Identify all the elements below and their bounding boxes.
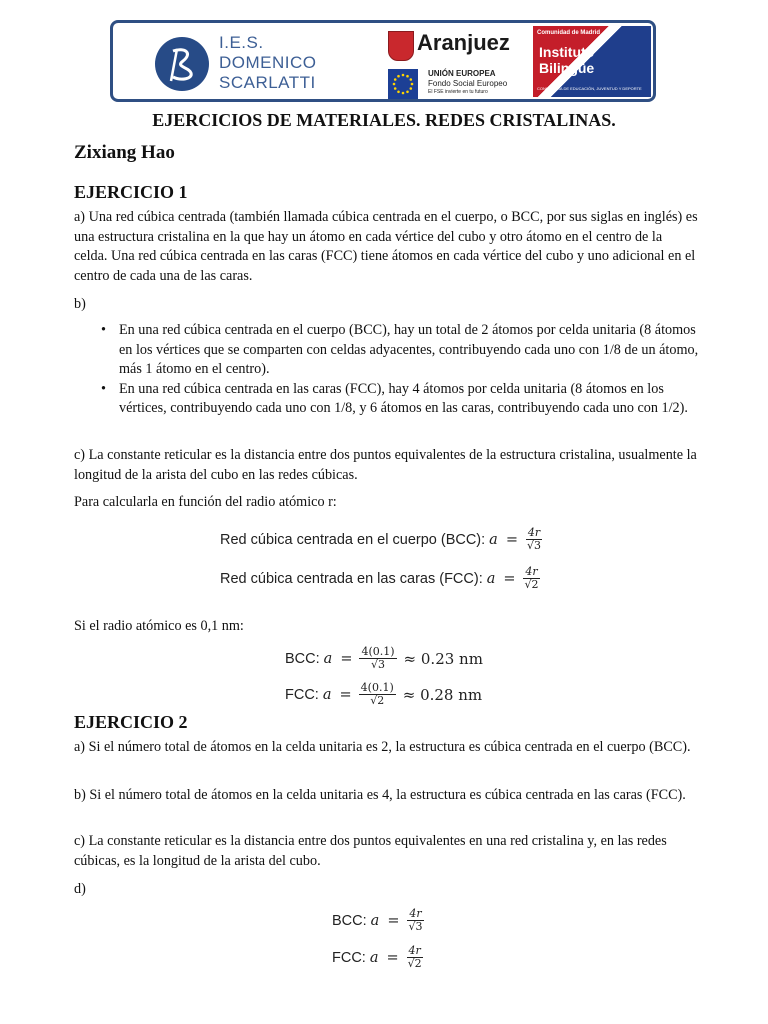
fraction-denominator: √3 (526, 539, 541, 552)
exercise-2-heading: EJERCICIO 2 (74, 712, 188, 732)
formula-eq: = (503, 570, 516, 587)
fraction-numerator: 4(0.1) (360, 681, 394, 694)
town-name: Aranjuez (417, 30, 510, 55)
list-item: • En una red cúbica centrada en el cuerpo (BCC), hay un total de 2 átomos por celda unitaria (8 átomos en los vértices que se comparten con celdas adyacentes, contribuyendo cada uno con 1/8 de un átomo, más 1 átomo en el centro). (119, 321, 699, 380)
ex1-part-c: c) La constante reticular es la distancia entre dos puntos equivalentes de la estructura cristalina, usualmente la longitud de la arista del cubo en las redes cúbicas. (74, 447, 697, 483)
fraction (359, 682, 396, 707)
formula-eq: = (387, 912, 400, 929)
result-value: ≈ 0.23 nm (403, 649, 483, 668)
fraction-denominator: √2 (524, 578, 539, 591)
bilingual-sub: CONSEJERÍA DE EDUCACIÓN, JUVENTUD Y DEPORTE (537, 86, 642, 91)
fraction-denominator: √2 (370, 694, 385, 707)
formula-var: a (486, 570, 496, 587)
formula-label: Red cúbica centrada en el cuerpo (BCC): (220, 531, 486, 548)
formula-label: FCC: (332, 949, 366, 966)
author-name: Zixiang Hao (74, 142, 175, 163)
ex1-radius-intro: Si el radio atómico es 0,1 nm: (74, 618, 244, 634)
eu-fund-text (428, 69, 507, 96)
list-item: • En una red cúbica centrada en las caras (FCC), hay 4 átomos por celda unitaria (8 átomos en los vértices, contribuyendo cada uno con 1/8, y 6 átomos en las caras, contribuyendo cada uno con 1/2). (119, 380, 699, 419)
bilingual-badge (533, 26, 651, 97)
formula-var: a (369, 949, 379, 966)
ex2-part-a: a) Si el número total de átomos en la celda unitaria es 2, la estructura es cúbica centrada en el cuerpo (BCC). (74, 739, 691, 755)
bilingual-line1: Instituto (539, 44, 595, 60)
fraction (359, 646, 396, 671)
fraction-numerator: 4(0.1) (361, 645, 395, 658)
eu-flag-icon (388, 69, 418, 99)
result-value: ≈ 0.28 nm (402, 685, 483, 704)
fraction-numerator: 4r (525, 565, 538, 578)
fraction (406, 945, 424, 970)
ex1-part-a: a) Una red cúbica centrada (también llamada cúbica centrada en el cuerpo, o BCC, por sus siglas en inglés) es una estructura cristalina en la que hay un átomo en cada vértice del cubo y otro átomo en el centro de la celda. Una red cúbica centrada en las caras (FCC) tiene átomos en cada vértice del cubo y uno adicional en el centro de cada una de las caras. (74, 209, 698, 284)
fraction-numerator: 4r (409, 907, 422, 920)
formula-var: a (370, 912, 380, 929)
formula-eq: = (505, 531, 518, 548)
eu-line3: El FSE invierte en tu futuro (428, 89, 488, 95)
region-label: Comunidad de Madrid (537, 30, 600, 36)
formula-var: a (489, 531, 498, 548)
formula-bcc (220, 527, 546, 552)
bilingual-name (539, 44, 594, 76)
ex2-part-b: b) Si el número total de átomos en la celda unitaria es 4, la estructura es cúbica centrada en las caras (FCC). (74, 787, 686, 803)
fraction (523, 566, 541, 591)
formula-eq: = (340, 650, 353, 667)
formula-label: FCC: (285, 686, 319, 703)
formula-label: BCC: (332, 912, 367, 929)
school-name-line1: I.E.S. (219, 33, 264, 52)
fraction-numerator: 4r (527, 526, 541, 539)
header-banner (110, 20, 656, 102)
fraction-denominator: √3 (371, 658, 386, 671)
formula-var: a (322, 686, 332, 703)
formula-eq: = (386, 949, 399, 966)
fraction-numerator: 4r (408, 944, 421, 957)
formula-eq: = (339, 686, 352, 703)
bilingual-line2: Bilingüe (539, 60, 595, 76)
ex2-formula-bcc (332, 908, 427, 933)
eu-line2: Fondo Social Europeo (428, 79, 508, 88)
ex2-formula-fcc (332, 945, 427, 970)
ex1-calc-intro: Para calcularla en función del radio atómico r: (74, 494, 337, 510)
school-name-line3: SCARLATTI (219, 73, 316, 92)
exercise-1-heading: EJERCICIO 1 (74, 182, 188, 202)
fraction-denominator: √2 (407, 957, 422, 970)
result-fcc (285, 682, 482, 707)
formula-var: a (323, 650, 333, 667)
formula-label: BCC: (285, 650, 320, 667)
fraction (406, 908, 424, 933)
ex2-part-c: c) La constante reticular es la distancia entre dos puntos equivalentes en una red cristalina y, en las redes cúbicas, es la longitud de la arista del cubo. (74, 833, 667, 869)
school-name (219, 33, 317, 93)
result-bcc (285, 646, 483, 671)
ex2-part-d-label: d) (74, 881, 86, 897)
page-title: EJERCICIOS DE MATERIALES. REDES CRISTALINAS. (152, 110, 616, 130)
school-name-line2: DOMENICO (219, 53, 317, 72)
formula-fcc (220, 566, 544, 591)
ex1-part-b-label: b) (74, 296, 86, 312)
school-logo-icon (155, 37, 209, 91)
eu-line1: UNIÓN EUROPEA (428, 69, 496, 78)
fraction (525, 527, 543, 552)
fraction-denominator: √3 (408, 920, 423, 933)
aranjuez-shield-icon (388, 31, 414, 61)
ex1-part-b-list (74, 321, 699, 419)
formula-label: Red cúbica centrada en las caras (FCC): (220, 570, 483, 587)
